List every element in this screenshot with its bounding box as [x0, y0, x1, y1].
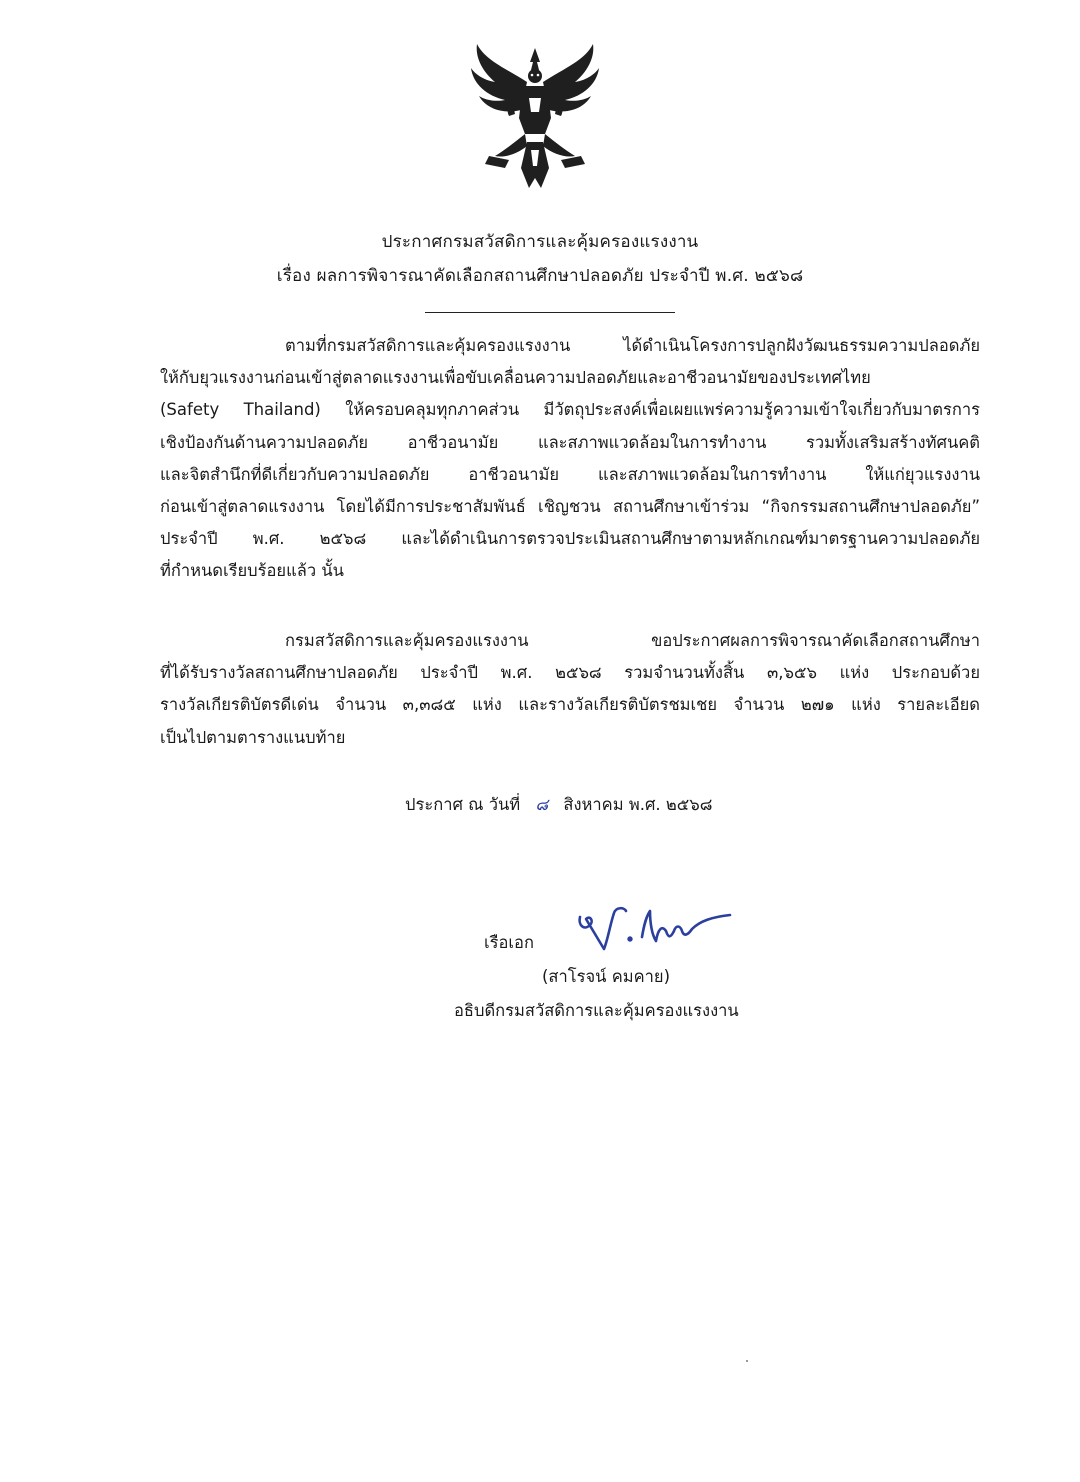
paragraph-line: และจิตสำนึกที่ดีเกี่ยวกับความปลอดภัย อาชีวอนามัย และสภาพแวดล้อมในการทำงาน ให้แก่ยุวแรงงาน: [160, 464, 980, 484]
paragraph-line: ที่ได้รับรางวัลสถานศึกษาปลอดภัย ประจำปี พ.ศ. ๒๕๖๘ รวมจำนวนทั้งสิ้น ๓,๖๕๖ แห่ง ประกอบด้วย: [160, 663, 980, 683]
paragraph-line: ก่อนเข้าสู่ตลาดแรงงาน โดยได้มีการประชาสัมพันธ์ เชิญชวน สถานศึกษาเข้าร่วม “กิจกรรมสถานศึกษาปลอดภัย”: [160, 497, 980, 517]
announcement-date: [405, 792, 712, 818]
date-day: ๘: [535, 795, 549, 814]
paragraph-line: (Safety Thailand) ให้ครอบคลุมทุกภาคส่วน มีวัตถุประสงค์เพื่อเผยแพร่ความรู้ความเข้าใจเกี่ยวกับมาตรการ: [160, 400, 980, 420]
paragraph-line: เป็นไปตามตารางแนบท้าย: [160, 727, 346, 747]
paragraph-1: [160, 330, 980, 588]
announcement-title: ประกาศกรมสวัสดิการและคุ้มครองแรงงาน: [381, 232, 699, 252]
garuda-emblem-icon: [465, 38, 605, 198]
paragraph-2: [160, 625, 980, 754]
signatory-name: (สาโรจน์ คมคาย): [542, 967, 671, 986]
paragraph-line: ที่กำหนดเรียบร้อยแล้ว นั้น: [160, 561, 344, 581]
scan-speck: [746, 1360, 748, 1362]
paragraph-line: ตามที่กรมสวัสดิการและคุ้มครองแรงงาน ได้ดำเนินโครงการปลูกฝังวัฒนธรรมความปลอดภัย: [285, 336, 980, 355]
title-divider: [425, 312, 675, 313]
paragraph-line: ให้กับยุวแรงงานก่อนเข้าสู่ตลาดแรงงานเพื่อขับเคลื่อนความปลอดภัยและอาชีวอนามัยของประเทศไทย: [160, 368, 871, 388]
announcement-subject: เรื่อง ผลการพิจารณาคัดเลือกสถานศึกษาปลอดภัย ประจำปี พ.ศ. ๒๕๖๘: [276, 266, 804, 286]
date-suffix: สิงหาคม พ.ศ. ๒๕๖๘: [563, 795, 713, 814]
signatory-position: อธิบดีกรมสวัสดิการและคุ้มครองแรงงาน: [454, 1001, 739, 1020]
paragraph-line: รางวัลเกียรติบัตรดีเด่น จำนวน ๓,๓๘๕ แห่ง และรางวัลเกียรติบัตรชมเชย จำนวน ๒๗๑ แห่ง รายละเอียด: [160, 695, 980, 715]
date-prefix: ประกาศ ณ วันที่: [405, 795, 521, 814]
signatory-rank: เรือเอก: [484, 933, 534, 952]
paragraph-line: ประจำปี พ.ศ. ๒๕๖๘ และได้ดำเนินการตรวจประเมินสถานศึกษาตามหลักเกณฑ์มาตรฐานความปลอดภัย: [160, 529, 980, 549]
handwritten-signature: [570, 895, 735, 965]
paragraph-line: กรมสวัสดิการและคุ้มครองแรงงาน ขอประกาศผลการพิจารณาคัดเลือกสถานศึกษา: [285, 631, 980, 650]
paragraph-line: เชิงป้องกันด้านความปลอดภัย อาชีวอนามัย และสภาพแวดล้อมในการทำงาน รวมทั้งเสริมสร้างทัศนคติ: [160, 432, 980, 452]
